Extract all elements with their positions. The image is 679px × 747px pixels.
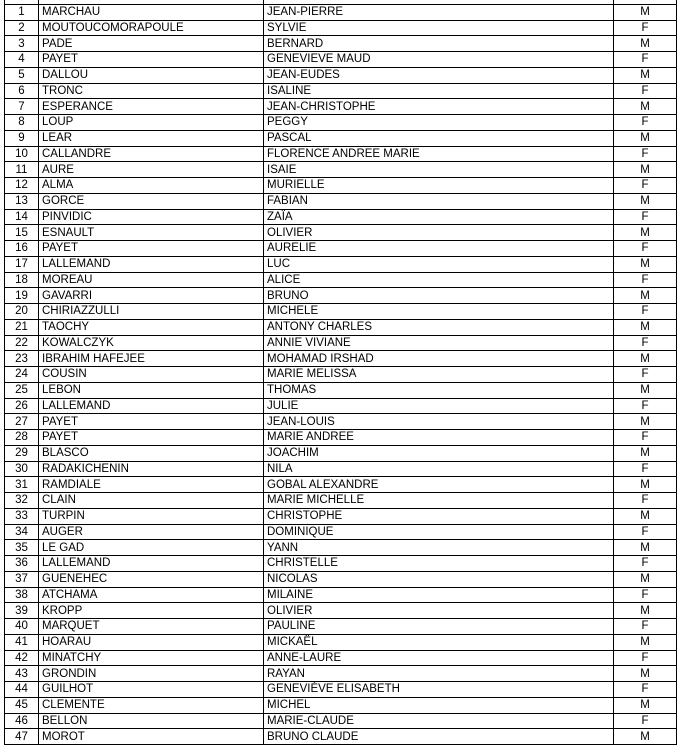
first-name-cell: CHRISTOPHE — [264, 508, 614, 524]
first-name-cell: GENEVIEVE MAUD — [264, 52, 614, 68]
last-name-cell: MOREAU — [39, 272, 264, 288]
sex-cell: M — [614, 256, 677, 272]
last-name-cell: MOROT — [39, 729, 264, 745]
first-name-cell: ISAIE — [264, 162, 614, 178]
table-row — [5, 146, 677, 162]
row-number-cell: 43 — [5, 666, 39, 682]
first-name-cell: MARIE ANDREE — [264, 430, 614, 446]
row-number-cell: 42 — [5, 650, 39, 666]
row-number-cell: 38 — [5, 587, 39, 603]
table-row — [5, 634, 677, 650]
first-name-cell: OLIVIER — [264, 225, 614, 241]
table-row — [5, 477, 677, 493]
row-number-cell: 33 — [5, 508, 39, 524]
table-row — [5, 193, 677, 209]
sex-cell: F — [614, 650, 677, 666]
sex-cell: M — [614, 666, 677, 682]
row-number-cell: 32 — [5, 493, 39, 509]
first-name-cell: JOACHIM — [264, 445, 614, 461]
table-row — [5, 493, 677, 509]
table-row — [5, 241, 677, 257]
row-number-cell: 16 — [5, 241, 39, 257]
row-number-cell: 5 — [5, 67, 39, 83]
first-name-cell: MOHAMAD IRSHAD — [264, 351, 614, 367]
table-row — [5, 272, 677, 288]
table-row — [5, 603, 677, 619]
row-number-cell: 21 — [5, 319, 39, 335]
table-row — [5, 178, 677, 194]
sex-cell: M — [614, 603, 677, 619]
sex-cell: F — [614, 178, 677, 194]
first-name-cell: ZAÏA — [264, 209, 614, 225]
last-name-cell: PAYET — [39, 414, 264, 430]
last-name-cell: CHIRIAZZULLI — [39, 304, 264, 320]
sex-cell: M — [614, 697, 677, 713]
row-number-cell: 13 — [5, 193, 39, 209]
row-number-cell: 2 — [5, 20, 39, 36]
sex-cell: F — [614, 52, 677, 68]
last-name-cell: BLASCO — [39, 445, 264, 461]
first-name-cell: PAULINE — [264, 619, 614, 635]
sex-cell: M — [614, 288, 677, 304]
table-row — [5, 162, 677, 178]
last-name-cell: CLAIN — [39, 493, 264, 509]
table-row — [5, 571, 677, 587]
last-name-cell: PADE — [39, 36, 264, 52]
sex-cell: M — [614, 130, 677, 146]
first-name-cell: ISALINE — [264, 83, 614, 99]
last-name-cell: CALLANDRE — [39, 146, 264, 162]
table-row — [5, 508, 677, 524]
last-name-cell: LALLEMAND — [39, 256, 264, 272]
row-number-cell: 25 — [5, 382, 39, 398]
table-row — [5, 367, 677, 383]
table-row — [5, 650, 677, 666]
last-name-cell: LALLEMAND — [39, 556, 264, 572]
table-row — [5, 382, 677, 398]
sex-cell: M — [614, 634, 677, 650]
table-row — [5, 540, 677, 556]
row-number-cell: 17 — [5, 256, 39, 272]
sex-cell: F — [614, 587, 677, 603]
row-number-cell: 10 — [5, 146, 39, 162]
sex-cell: F — [614, 20, 677, 36]
row-number-cell: 1 — [5, 4, 39, 20]
sex-cell: M — [614, 351, 677, 367]
last-name-cell: DALLOU — [39, 67, 264, 83]
last-name-cell: TURPIN — [39, 508, 264, 524]
first-name-cell: THOMAS — [264, 382, 614, 398]
table-row — [5, 99, 677, 115]
table-row — [5, 351, 677, 367]
row-number-cell: 36 — [5, 556, 39, 572]
sex-cell: M — [614, 193, 677, 209]
table-row — [5, 115, 677, 131]
last-name-cell: PINVIDIC — [39, 209, 264, 225]
last-name-cell: GUILHOT — [39, 682, 264, 698]
row-number-cell: 7 — [5, 99, 39, 115]
last-name-cell: KROPP — [39, 603, 264, 619]
row-number-cell: 39 — [5, 603, 39, 619]
row-number-cell: 11 — [5, 162, 39, 178]
last-name-cell: PAYET — [39, 52, 264, 68]
table-row — [5, 697, 677, 713]
table-row — [5, 461, 677, 477]
first-name-cell: CHRISTELLE — [264, 556, 614, 572]
last-name-cell: AURE — [39, 162, 264, 178]
last-name-cell: KOWALCZYK — [39, 335, 264, 351]
last-name-cell: PAYET — [39, 241, 264, 257]
sex-cell: M — [614, 67, 677, 83]
row-number-cell: 15 — [5, 225, 39, 241]
row-number-cell: 46 — [5, 713, 39, 729]
sex-cell: F — [614, 335, 677, 351]
table-row — [5, 83, 677, 99]
first-name-cell: MICHEL — [264, 697, 614, 713]
table-row — [5, 445, 677, 461]
sex-cell: F — [614, 461, 677, 477]
last-name-cell: CLEMENTE — [39, 697, 264, 713]
last-name-cell: RAMDIALE — [39, 477, 264, 493]
last-name-cell: GRONDIN — [39, 666, 264, 682]
sex-cell: M — [614, 319, 677, 335]
last-name-cell: MARQUET — [39, 619, 264, 635]
row-number-cell: 45 — [5, 697, 39, 713]
row-number-cell: 22 — [5, 335, 39, 351]
table-row — [5, 67, 677, 83]
last-name-cell: PAYET — [39, 430, 264, 446]
first-name-cell: NICOLAS — [264, 571, 614, 587]
first-name-cell: BERNARD — [264, 36, 614, 52]
first-name-cell: ANNIE VIVIANE — [264, 335, 614, 351]
sex-cell: M — [614, 729, 677, 745]
row-number-cell: 18 — [5, 272, 39, 288]
first-name-cell: SYLVIE — [264, 20, 614, 36]
sex-cell: M — [614, 225, 677, 241]
row-number-cell: 12 — [5, 178, 39, 194]
table-row — [5, 209, 677, 225]
table-row — [5, 130, 677, 146]
row-number-cell: 41 — [5, 634, 39, 650]
first-name-cell: PASCAL — [264, 130, 614, 146]
sex-cell: F — [614, 272, 677, 288]
row-number-cell: 14 — [5, 209, 39, 225]
table-row — [5, 225, 677, 241]
sex-cell: F — [614, 304, 677, 320]
table-row — [5, 524, 677, 540]
row-number-cell: 8 — [5, 115, 39, 131]
sex-cell: F — [614, 713, 677, 729]
last-name-cell: ESNAULT — [39, 225, 264, 241]
table-row — [5, 52, 677, 68]
last-name-cell: GORCE — [39, 193, 264, 209]
table-row — [5, 414, 677, 430]
last-name-cell: MINATCHY — [39, 650, 264, 666]
first-name-cell: ANNE-LAURE — [264, 650, 614, 666]
table-row — [5, 430, 677, 446]
row-number-cell: 44 — [5, 682, 39, 698]
sex-cell: F — [614, 682, 677, 698]
first-name-cell: OLIVIER — [264, 603, 614, 619]
row-number-cell: 34 — [5, 524, 39, 540]
last-name-cell: COUSIN — [39, 367, 264, 383]
sex-cell: F — [614, 209, 677, 225]
sex-cell: F — [614, 146, 677, 162]
row-number-cell: 37 — [5, 571, 39, 587]
table-row — [5, 556, 677, 572]
first-name-cell: FLORENCE ANDREE MARIE — [264, 146, 614, 162]
sex-cell: F — [614, 524, 677, 540]
sex-cell: M — [614, 162, 677, 178]
last-name-cell: GUENEHEC — [39, 571, 264, 587]
last-name-cell: RADAKICHENIN — [39, 461, 264, 477]
sex-cell: F — [614, 115, 677, 131]
sex-cell: M — [614, 99, 677, 115]
sex-cell: M — [614, 508, 677, 524]
table-row — [5, 666, 677, 682]
candidate-list-table — [4, 0, 677, 745]
sex-cell: F — [614, 83, 677, 99]
last-name-cell: MARCHAU — [39, 4, 264, 20]
first-name-cell: BRUNO CLAUDE — [264, 729, 614, 745]
first-name-cell: AURELIE — [264, 241, 614, 257]
row-number-cell: 27 — [5, 414, 39, 430]
sex-cell: M — [614, 571, 677, 587]
table-row — [5, 619, 677, 635]
last-name-cell: ESPERANCE — [39, 99, 264, 115]
sex-cell: F — [614, 619, 677, 635]
sex-cell: F — [614, 241, 677, 257]
table-body — [5, 0, 677, 745]
first-name-cell: GOBAL ALEXANDRE — [264, 477, 614, 493]
table-row — [5, 288, 677, 304]
first-name-cell: PEGGY — [264, 115, 614, 131]
first-name-cell: FABIAN — [264, 193, 614, 209]
first-name-cell: GENEVIÈVE ELISABETH — [264, 682, 614, 698]
table-row — [5, 587, 677, 603]
table-row — [5, 20, 677, 36]
row-number-cell: 30 — [5, 461, 39, 477]
sex-cell: M — [614, 477, 677, 493]
first-name-cell: MICKAËL — [264, 634, 614, 650]
row-number-cell: 28 — [5, 430, 39, 446]
first-name-cell: DOMINIQUE — [264, 524, 614, 540]
first-name-cell: JEAN-CHRISTOPHE — [264, 99, 614, 115]
first-name-cell: MURIELLE — [264, 178, 614, 194]
last-name-cell: LALLEMAND — [39, 398, 264, 414]
first-name-cell: NILA — [264, 461, 614, 477]
row-number-cell: 29 — [5, 445, 39, 461]
row-number-cell: 26 — [5, 398, 39, 414]
row-number-cell: 4 — [5, 52, 39, 68]
row-number-cell: 31 — [5, 477, 39, 493]
row-number-cell: 47 — [5, 729, 39, 745]
last-name-cell: TAOCHY — [39, 319, 264, 335]
first-name-cell: MARIE MICHELLE — [264, 493, 614, 509]
last-name-cell: LEAR — [39, 130, 264, 146]
first-name-cell: MARIE MELISSA — [264, 367, 614, 383]
first-name-cell: JULIE — [264, 398, 614, 414]
first-name-cell: ANTONY CHARLES — [264, 319, 614, 335]
table-row — [5, 682, 677, 698]
row-number-cell: 9 — [5, 130, 39, 146]
row-number-cell: 40 — [5, 619, 39, 635]
table-row — [5, 4, 677, 20]
table-row — [5, 36, 677, 52]
row-number-cell: 24 — [5, 367, 39, 383]
table-row — [5, 713, 677, 729]
first-name-cell: LUC — [264, 256, 614, 272]
sex-cell: M — [614, 382, 677, 398]
first-name-cell: JEAN-EUDES — [264, 67, 614, 83]
last-name-cell: ALMA — [39, 178, 264, 194]
last-name-cell: LE GAD — [39, 540, 264, 556]
last-name-cell: AUGER — [39, 524, 264, 540]
first-name-cell: MICHELE — [264, 304, 614, 320]
first-name-cell: JEAN-PIERRE — [264, 4, 614, 20]
sex-cell: F — [614, 367, 677, 383]
row-number-cell: 3 — [5, 36, 39, 52]
sex-cell: M — [614, 4, 677, 20]
table-row — [5, 256, 677, 272]
sex-cell: M — [614, 445, 677, 461]
table-row — [5, 319, 677, 335]
first-name-cell: BRUNO — [264, 288, 614, 304]
last-name-cell: BELLON — [39, 713, 264, 729]
table-row — [5, 398, 677, 414]
last-name-cell: HOARAU — [39, 634, 264, 650]
sex-cell: M — [614, 540, 677, 556]
sex-cell: F — [614, 398, 677, 414]
row-number-cell: 35 — [5, 540, 39, 556]
last-name-cell: IBRAHIM HAFEJEE — [39, 351, 264, 367]
sex-cell: M — [614, 414, 677, 430]
last-name-cell: MOUTOUCOMORAPOULE — [39, 20, 264, 36]
sex-cell: F — [614, 430, 677, 446]
sex-cell: F — [614, 493, 677, 509]
first-name-cell: RAYAN — [264, 666, 614, 682]
row-number-cell: 19 — [5, 288, 39, 304]
last-name-cell: LOUP — [39, 115, 264, 131]
first-name-cell: YANN — [264, 540, 614, 556]
table-row — [5, 304, 677, 320]
first-name-cell: ALICE — [264, 272, 614, 288]
first-name-cell: MARIE-CLAUDE — [264, 713, 614, 729]
first-name-cell: JEAN-LOUIS — [264, 414, 614, 430]
sex-cell: M — [614, 36, 677, 52]
first-name-cell: MILAINE — [264, 587, 614, 603]
last-name-cell: GAVARRI — [39, 288, 264, 304]
sex-cell: F — [614, 556, 677, 572]
row-number-cell: 6 — [5, 83, 39, 99]
table-row — [5, 729, 677, 745]
row-number-cell: 23 — [5, 351, 39, 367]
row-number-cell: 20 — [5, 304, 39, 320]
last-name-cell: TRONC — [39, 83, 264, 99]
table-row — [5, 335, 677, 351]
last-name-cell: LEBON — [39, 382, 264, 398]
last-name-cell: ATCHAMA — [39, 587, 264, 603]
